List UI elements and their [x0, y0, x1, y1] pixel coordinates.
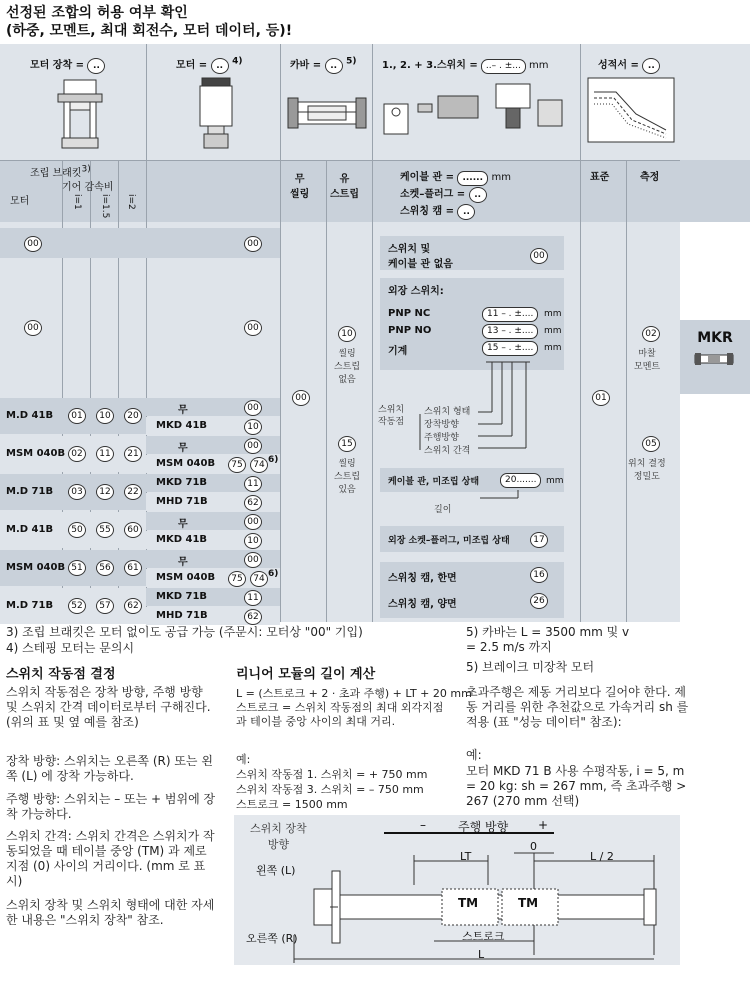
- no-seal-header: 무 씰링: [290, 174, 310, 200]
- cable-duct-header: 케이블 관 = ...... mm: [400, 168, 511, 186]
- socket-unassembled-label: 외장 소켓–플러그, 미조립 상태: [388, 536, 510, 546]
- motor-row-name: 무: [178, 443, 188, 454]
- motor-row-name: MSM 040B: [156, 458, 216, 469]
- cable-unit: mm: [546, 476, 564, 486]
- length-ex3: 스트로크 = 1500 mm: [236, 798, 348, 811]
- seal-strip-header: 유 스트립: [330, 174, 359, 200]
- no-switch-code[interactable]: 00: [530, 248, 548, 264]
- mount-dir-label: 장착방향: [424, 420, 459, 430]
- precision-label: 위치 결정 정밀도: [628, 459, 666, 482]
- switch-point-heading: 스위치 작동점 결정: [6, 667, 116, 682]
- bracket-row-code[interactable]: 56: [96, 560, 114, 576]
- diagram-lt: LT: [460, 850, 472, 863]
- motor-row-code[interactable]: 75: [228, 457, 246, 473]
- motor-row-name: 무: [178, 557, 188, 568]
- motor-row-code[interactable]: 62: [244, 609, 262, 625]
- motor-mount-selector[interactable]: ..: [87, 58, 105, 74]
- motor-row-code[interactable]: 00: [244, 400, 262, 416]
- cam-two-label: 스위칭 캠, 양면: [388, 599, 457, 610]
- footnote-5b: 5) 브레이크 미장착 모터: [466, 660, 595, 674]
- assembly-bracket-header: 조립 브래킷$^{3)}$: [30, 164, 91, 179]
- bracket-row-code[interactable]: 50: [68, 522, 86, 538]
- switch-point-p5: 스위치 장착 및 스위치 형태에 대한 자세한 내용은 "스위치 장착" 참조.: [6, 898, 215, 927]
- motor-row-name: 무: [178, 405, 188, 416]
- motor-illustration: [196, 76, 236, 152]
- travel-dir-label: 주행방향: [424, 433, 459, 443]
- bracket-row-motor: MSM 040B: [6, 448, 66, 459]
- motor-row-name: MKD 41B: [156, 534, 208, 545]
- length-ex2: 스위치 작동점 3. 스위치 = – 750 mm: [236, 783, 424, 796]
- diagram-l: L: [478, 948, 485, 961]
- precision-code[interactable]: 05: [642, 436, 660, 452]
- motor-row-code[interactable]: 62: [244, 495, 262, 511]
- bracket-row-code[interactable]: 55: [96, 522, 114, 538]
- bracket-row-code[interactable]: 12: [96, 484, 114, 500]
- socket-selector[interactable]: ..: [469, 187, 487, 203]
- motor-row-code[interactable]: 10: [244, 533, 262, 549]
- motor-mount-illustration: [50, 76, 110, 152]
- socket-code[interactable]: 17: [530, 532, 548, 548]
- motor-header: 모터 = .. $^{4)}$: [176, 56, 243, 74]
- length-label: 길이: [434, 505, 452, 515]
- bracket-row-code[interactable]: 11: [96, 446, 114, 462]
- mech-label: 기계: [388, 346, 408, 357]
- bracket-row-code[interactable]: 20: [124, 408, 142, 424]
- motor-code-00-a[interactable]: 00: [244, 236, 262, 252]
- overtravel-p2: 모터 MKD 71 B 사용 수평작동, i = 5, m = 20 kg: sh = 267 mm, 즉 초과주행 > 267 (270 mm 선택): [466, 764, 687, 808]
- bracket-row-code[interactable]: 01: [68, 408, 86, 424]
- motor-row-name: MHD 71B: [156, 496, 208, 507]
- report-illustration: [586, 76, 676, 146]
- diagram-lhalf: L / 2: [590, 850, 614, 863]
- mech-code[interactable]: 15 – . ±....: [482, 341, 538, 356]
- ratio-i1: i=1: [72, 194, 82, 210]
- cover-selector[interactable]: ..: [325, 58, 343, 74]
- motor-row-code[interactable]: 75: [228, 571, 246, 587]
- bracket-row-code[interactable]: 60: [124, 522, 142, 538]
- motor-row-code[interactable]: 11: [244, 590, 262, 606]
- ratio-i15: i=1.5: [100, 194, 110, 219]
- cover-header: 카바 = .. $^{5)}$: [290, 56, 357, 74]
- friction-code[interactable]: 02: [642, 326, 660, 342]
- mkr-label: MKR: [697, 330, 733, 346]
- diagram-right: 오른쪽 (R): [246, 932, 298, 945]
- switch-point-p2: 장착 방향: 스위치는 오른쪽 (R) 또는 왼쪽 (L) 에 장착 가능하다.: [6, 754, 213, 783]
- diagram-minus: –: [420, 818, 426, 832]
- switch-header: 1., 2. + 3.스위치 = ..– . ±... mm: [382, 56, 549, 74]
- page-title: 선정된 조합의 허용 여부 확인 (하중, 모멘트, 최대 회전수, 모터 데이터, 등)!: [6, 5, 293, 39]
- bracket-row-code[interactable]: 62: [124, 598, 142, 614]
- length-heading: 리니어 모듈의 길이 계산: [236, 667, 376, 682]
- switch-point-p1: 스위치 작동점은 장착 방향, 주행 방향 및 스위치 간격 데이터로부터 구해진다.(위의 표 및 옆 예를 참조): [6, 685, 211, 729]
- cam-selector[interactable]: ..: [457, 204, 475, 220]
- motor-row-name: MKD 71B: [156, 591, 208, 602]
- motor-row-code-alt[interactable]: 74: [250, 571, 268, 587]
- motor-row-name: MSM 040B: [156, 572, 216, 583]
- standard-code[interactable]: 01: [592, 390, 610, 406]
- cable-length-code[interactable]: 20.......: [500, 473, 541, 488]
- motor-selector[interactable]: ..: [211, 58, 229, 74]
- motor-row-code[interactable]: 00: [244, 438, 262, 454]
- measure-header: 측정: [640, 172, 660, 183]
- pnp-no-unit: mm: [544, 326, 562, 336]
- cable-unassembled-label: 케이블 관, 미조립 상태: [388, 477, 480, 487]
- ratio-i2: i=2: [126, 194, 136, 210]
- bracket-row-code[interactable]: 21: [124, 446, 142, 462]
- overtravel-p1: 초과주행은 제동 거리보다 길어야 한다. 제동 거리를 위한 추천값으로 가속거리 sh 를 적용 (표 "성능 데이터" 참조):: [466, 685, 689, 729]
- pnp-no-code[interactable]: 13 – . ±....: [482, 324, 538, 339]
- socket-plug-header: 소켓–플러그 = ..: [400, 185, 487, 203]
- diagram-tm-left: TM: [458, 896, 479, 910]
- bracket-code-00-a[interactable]: 00: [24, 236, 42, 252]
- diagram-plus: +: [538, 818, 549, 832]
- no-switch-label: 스위치 및 케이블 관 없음: [388, 244, 453, 270]
- cover-illustration: [286, 96, 368, 130]
- switch-point-p4: 스위치 간격: 스위치 간격은 스위치가 작동되었을 때 테이블 중앙 (TM) 과 제로 지점 (0) 사이의 거리이다. (mm 로 표시): [6, 829, 215, 888]
- no-seal-code[interactable]: 00: [292, 390, 310, 406]
- seal-code-10[interactable]: 10: [338, 326, 356, 342]
- bracket-row-code[interactable]: 61: [124, 560, 142, 576]
- motor-row-code[interactable]: 00: [244, 514, 262, 530]
- length-leader: [450, 488, 530, 508]
- motor-code-00-b[interactable]: 00: [244, 320, 262, 336]
- motor-row-name: MHD 71B: [156, 610, 208, 621]
- motor-row-code[interactable]: 00: [244, 552, 262, 568]
- diagram-left: 왼쪽 (L): [256, 864, 296, 877]
- standard-header: 표준: [590, 172, 610, 183]
- row-00-top: [0, 228, 280, 258]
- seal-code-15[interactable]: 15: [338, 436, 356, 452]
- cam-one-code[interactable]: 16: [530, 567, 548, 583]
- cam-one-label: 스위칭 캠, 한면: [388, 573, 457, 584]
- friction-label: 마찰 모멘트: [634, 349, 661, 372]
- bracket-row-code[interactable]: 10: [96, 408, 114, 424]
- overtravel-ex: 예:: [466, 748, 482, 762]
- external-switch-label: 외장 스위치:: [388, 286, 444, 297]
- bracket-row-code[interactable]: 57: [96, 598, 114, 614]
- no-sealing-label: 씰링 스트립 없음: [334, 349, 361, 385]
- switch-gap-label: 스위치 간격: [424, 446, 471, 456]
- switch-point-label: 스위치 작동점: [378, 405, 405, 427]
- diagram-tm-right: TM: [518, 896, 539, 910]
- motor-row-sup: 6): [268, 455, 279, 465]
- bracket-row-code[interactable]: 51: [68, 560, 86, 576]
- pnp-nc-label: PNP NC: [388, 308, 431, 319]
- motor-row-name: MKD 71B: [156, 477, 208, 488]
- motor-row-code[interactable]: 11: [244, 476, 262, 492]
- motor-col-header: 모터: [10, 196, 30, 207]
- cable-code-field[interactable]: ......: [457, 171, 488, 186]
- bracket-row-motor: M.D 41B: [6, 410, 54, 421]
- length-ex1: 스위치 작동점 1. 스위치 = + 750 mm: [236, 768, 428, 781]
- length-ex: 예:: [236, 753, 251, 766]
- mech-unit: mm: [544, 343, 562, 353]
- bracket-code-00-b[interactable]: 00: [24, 320, 42, 336]
- bracket-row-motor: M.D 41B: [6, 524, 54, 535]
- switch-point-p3: 주행 방향: 스위치는 – 또는 + 범위에 장착 가능하다.: [6, 792, 216, 821]
- switch-code-field[interactable]: ..– . ±...: [481, 59, 526, 74]
- footnote-3: 3) 조립 브래킷은 모터 없이도 공급 가능 (주문시: 모터상 "00" 기입): [6, 625, 363, 639]
- motor-row-sup: 6): [268, 569, 279, 579]
- switch-type-label: 스위치 형태: [424, 407, 471, 417]
- bracket-row-code[interactable]: 02: [68, 446, 86, 462]
- pnp-nc-unit: mm: [544, 309, 562, 319]
- length-p1: 스트로크 = 스위치 작동점의 최대 외각지점과 테이블 중앙 사이의 최대 거리.: [236, 701, 444, 728]
- motor-row-code-alt[interactable]: 74: [250, 457, 268, 473]
- motor-mount-header: 모터 장착 = ..: [30, 56, 105, 74]
- mkr-module-icon: [694, 352, 734, 366]
- switching-cam-header: 스위칭 캠 = ..: [400, 202, 475, 220]
- bracket-row-motor: MSM 040B: [6, 562, 66, 573]
- with-sealing-label: 씰링 스트립 있음: [334, 459, 361, 495]
- bracket-row-motor: M.D 71B: [6, 486, 54, 497]
- diagram-stroke: 스트로크: [462, 930, 505, 943]
- report-header: 성적서 = ..: [598, 56, 660, 74]
- motor-row-name: 무: [178, 519, 188, 530]
- bracket-row-code[interactable]: 52: [68, 598, 86, 614]
- cam-two-code[interactable]: 26: [530, 593, 548, 609]
- diagram-zero: 0: [530, 840, 537, 853]
- diagram-switch-mount: 스위치 장착 방향: [250, 822, 307, 851]
- motor-row-name: MKD 41B: [156, 420, 208, 431]
- switch-illustration: [378, 76, 578, 156]
- pnp-nc-code[interactable]: 11 – . ±....: [482, 307, 538, 322]
- bracket-row-motor: M.D 71B: [6, 600, 54, 611]
- bracket-row-code[interactable]: 03: [68, 484, 86, 500]
- pnp-no-label: PNP NO: [388, 325, 432, 336]
- footnote-4: 4) 스테핑 모터는 문의시: [6, 641, 135, 655]
- footnote-5a: 5) 카바는 L = 3500 mm 및 v = 2.5 m/s 까지: [466, 625, 630, 654]
- gear-ratio-header: 기어 감속비: [62, 182, 114, 193]
- motor-row-code[interactable]: 10: [244, 419, 262, 435]
- report-selector[interactable]: ..: [642, 58, 660, 74]
- bracket-row-code[interactable]: 22: [124, 484, 142, 500]
- length-formula: L = (스트로크 + 2 · 초과 주행) + LT + 20 mm: [236, 687, 472, 700]
- diagram-travel-dir: 주행 방향: [458, 820, 509, 834]
- mkr-tab[interactable]: [680, 320, 750, 394]
